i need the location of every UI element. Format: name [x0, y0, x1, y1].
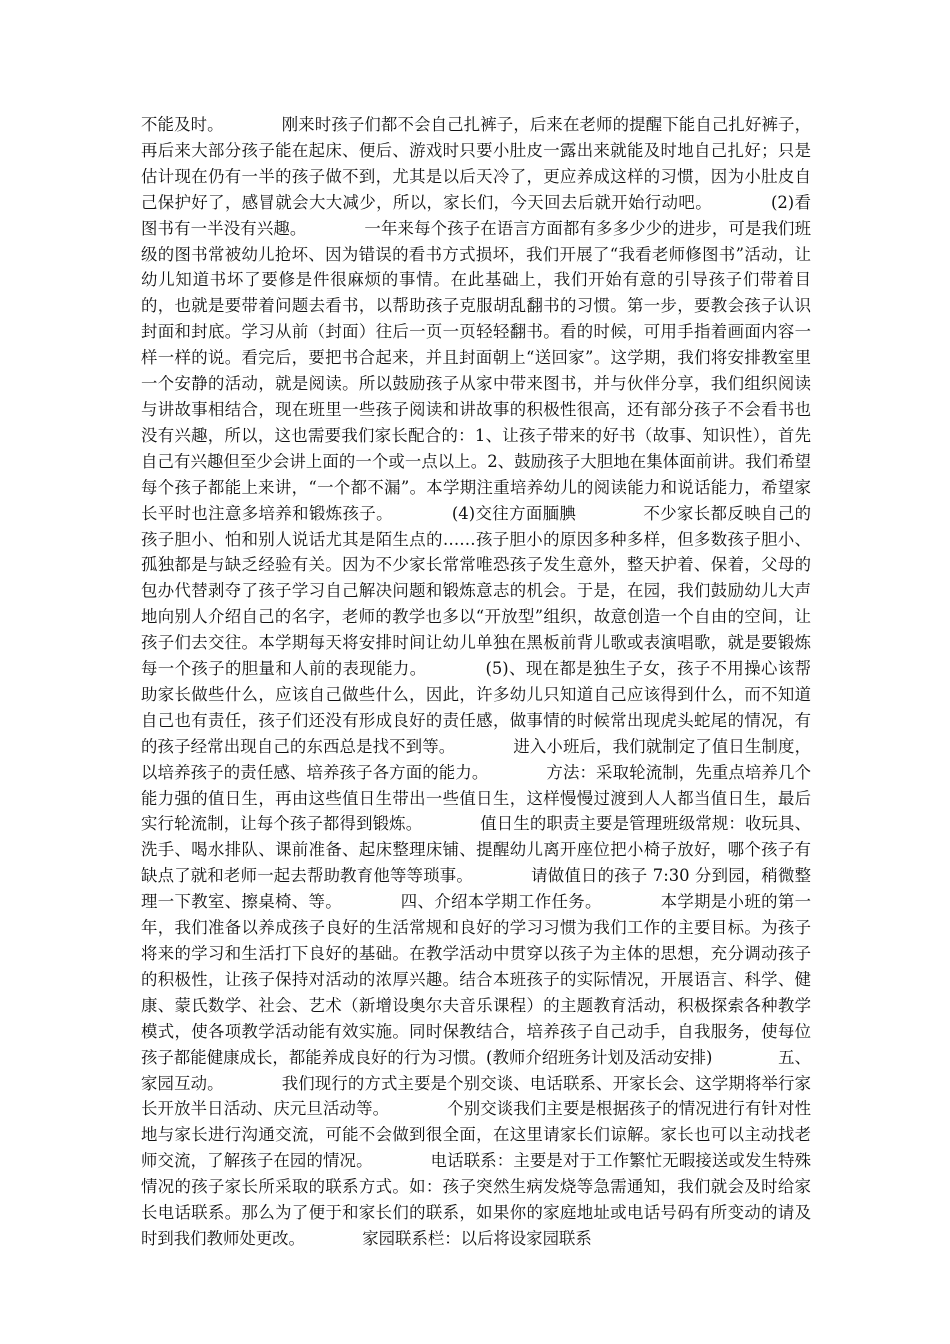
- document-body-text: 不能及时。 刚来时孩子们都不会自己扎裤子，后来在老师的提醒下能自己扎好裤子，再后来大部分孩子能在起床、便后、游戏时只要小肚皮一露出来就能及时地自己扎好；只是估计现在仍有一半的孩子做不到，尤其是以后天冷了，更应养成这样的习惯，因为小肚皮自己保护好了，感冒就会大大减少，所以，家长们，今天回去后就开始行动吧。 (2)看图书有一半没有兴趣。 一年来每个孩子在语言方面都有多多少少的进步，可是我们班级的图书常被幼儿抢坏、因为错误的看书方式损坏，我们开展了“我看老师修图书”活动，让幼儿知道书坏了要修是件很麻烦的事情。在此基础上，我们开始有意的引导孩子们带着目的，也就是要带着问题去看书，以帮助孩子克服胡乱翻书的习惯。第一步，要教会孩子认识封面和封底。学习从前（封面）往后一页一页轻轻翻书。看的时候，可用手指着画面内容一样一样的说。看完后，要把书合起来，并且封面朝上“送回家”。这学期，我们将安排教室里一个安静的活动，就是阅读。所以鼓励孩子从家中带来图书，并与伙伴分享，我们组织阅读与讲故事相结合，现在班里一些孩子阅读和讲故事的积极性很高，还有部分孩子不会看书也没有兴趣，所以，这也需要我们家长配合的：1、让孩子带来的好书（故事、知识性），首先自己有兴趣但至少会讲上面的一个或一点以上。2、鼓励孩子大胆地在集体面前讲。我们希望每个孩子都能上来讲，“一个都不漏”。本学期注重培养幼儿的阅读能力和说话能力，希望家长平时也注意多培养和锻炼孩子。 (4)交往方面腼腆 不少家长都反映自己的孩子胆小、怕和别人说话尤其是陌生点的……孩子胆小的原因多种多样，但多数孩子胆小、孤独都是与缺乏经验有关。因为不少家长常常唯恐孩子发生意外，整天护着、保着，父母的包办代替剥夺了孩子学习自己解决问题和锻炼意志的机会。于是，在园，我们鼓励幼儿大声地向别人介绍自己的名字，老师的教学也多以“开放型”组织，故意创造一个自由的空间，让孩子们去交往。本学期每天将安排时间让幼儿单独在黑板前背儿歌或表演唱歌，就是要锻炼每一个孩子的胆量和人前的表现能力。 (5)、现在都是独生子女，孩子不用操心该帮助家长做些什么，应该自己做些什么，因此，许多幼儿只知道自己应该得到什么，而不知道自己也有责任，孩子们还没有形成良好的责任感，做事情的时候常出现虎头蛇尾的情况，有的孩子经常出现自己的东西总是找不到等。 进入小班后，我们就制定了值日生制度，以培养孩子的责任感、培养孩子各方面的能力。 方法：采取轮流制，先重点培养几个能力强的值日生，再由这些值日生带出一些值日生，这样慢慢过渡到人人都当值日生，最后实行轮流制，让每个孩子都得到锻炼。 值日生的职责主要是管理班级常规：收玩具、洗手、喝水排队、课前准备、起床整理床铺、提醒幼儿离开座位把小椅子放好，哪个孩子有缺点了就和老师一起去帮助教育他等等琐事。 请做值日的孩子 7:30 分到园，稍微整理一下教室、擦桌椅、等。 四、介绍本学期工作任务。 本学期是小班的第一年，我们准备以养成孩子良好的生活常规和良好的学习习惯为我们工作的主要目标。为孩子将来的学习和生活打下良好的基础。在教学活动中贯穿以孩子为主体的思想，充分调动孩子的积极性，让孩子保持对活动的浓厚兴趣。结合本班孩子的实际情况，开展语言、科学、健康、蒙氏数学、社会、艺术（新增设奥尔夫音乐课程）的主题教育活动，积极探索各种教学模式，使各项教学活动能有效实施。同时保教结合，培养孩子自己动手，自我服务，使每位孩子都能健康成长，都能养成良好的行为习惯。(教师介绍班务计划及活动安排) 五、家园互动。 我们现行的方式主要是个别交谈、电话联系、开家长会、这学期将举行家长开放半日活动、庆元旦活动等。 个别交谈我们主要是根据孩子的情况进行有针对性地与家长进行沟通交流，可能不会做到很全面，在这里请家长们谅解。家长也可以主动找老师交流，了解孩子在园的情况。 电话联系：主要是对于工作繁忙无暇接送或发生特殊情况的孩子家长所采取的联系方式。如：孩子突然生病发烧等急需通知，我们就会及时给家长电话联系。那么为了便于和家长们的联系，如果你的家庭地址或电话号码有所变动的请及时到我们教师处更改。 家园联系栏：以后将设家园联系: [141, 115, 811, 1248]
